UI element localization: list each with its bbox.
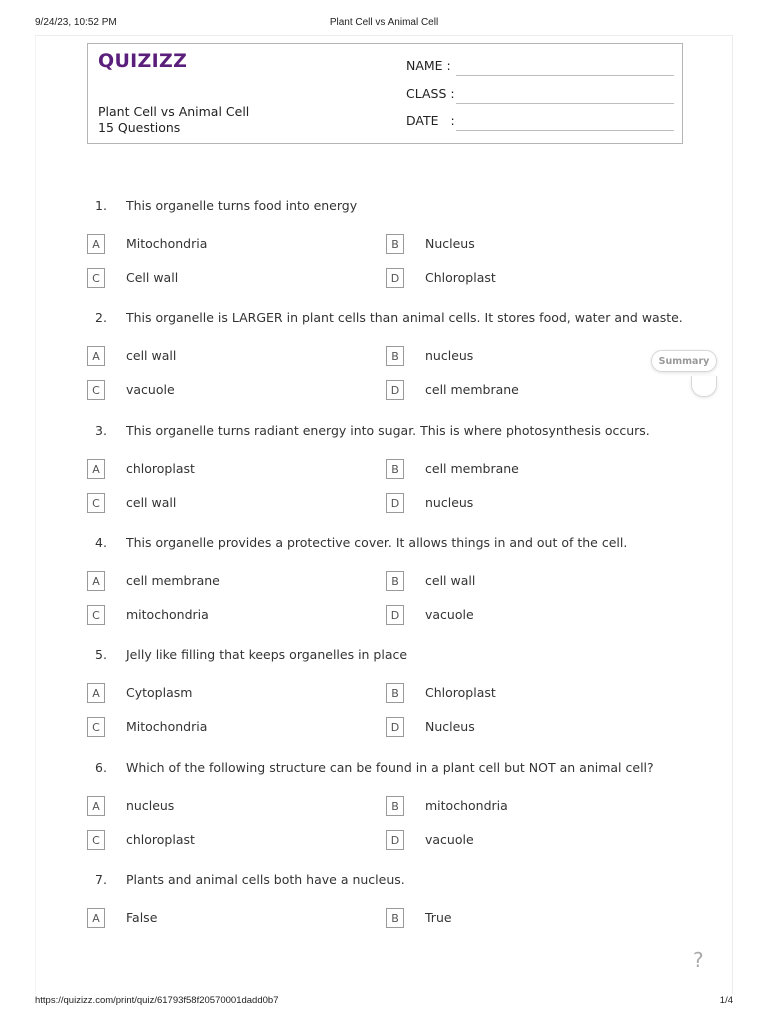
option-text: Cytoplasm	[126, 685, 193, 700]
option-letter-box: D	[386, 605, 404, 625]
question-number: 7.	[95, 872, 107, 887]
question-number: 3.	[95, 423, 107, 438]
option-text: cell membrane	[425, 461, 519, 476]
question-number: 6.	[95, 760, 107, 775]
date-label: DATE :	[406, 113, 455, 128]
class-line	[456, 103, 674, 104]
option-text: vacuole	[126, 382, 175, 397]
option-letter-box: B	[386, 683, 404, 703]
print-header	[0, 14, 768, 32]
option-letter-box: C	[87, 268, 105, 288]
print-doc-title: Plant Cell vs Animal Cell	[329, 17, 439, 28]
option-letter-box: D	[386, 268, 404, 288]
option-letter-box: A	[87, 908, 105, 928]
option-text: Chloroplast	[425, 685, 496, 700]
option-text: vacuole	[425, 607, 474, 622]
page-frame	[35, 35, 733, 994]
option-text: nucleus	[425, 348, 474, 363]
question-number: 2.	[95, 310, 107, 325]
option-text: mitochondria	[126, 607, 209, 622]
option-letter-box: C	[87, 830, 105, 850]
option-text: chloroplast	[126, 461, 195, 476]
option-letter-box: B	[386, 346, 404, 366]
quizizz-logo: QUIZIZZ	[98, 50, 188, 72]
question-text: Which of the following structure can be found in a plant cell but NOT an animal cell?	[126, 760, 654, 775]
option-letter-box: D	[386, 380, 404, 400]
option-letter-box: C	[87, 493, 105, 513]
option-text: Mitochondria	[126, 719, 208, 734]
option-text: False	[126, 910, 158, 925]
option-text: cell membrane	[425, 382, 519, 397]
summary-button[interactable]: Summary	[651, 350, 717, 372]
option-letter-box: A	[87, 796, 105, 816]
quiz-title: Plant Cell vs Animal Cell	[98, 104, 250, 119]
option-letter-box: D	[386, 717, 404, 737]
option-text: cell membrane	[126, 573, 220, 588]
option-text: Nucleus	[425, 719, 475, 734]
option-letter-box: D	[386, 830, 404, 850]
option-letter-box: B	[386, 571, 404, 591]
class-label: CLASS :	[406, 86, 455, 101]
option-letter-box: D	[386, 493, 404, 513]
option-text: Chloroplast	[425, 270, 496, 285]
name-line	[456, 75, 674, 76]
name-label: NAME :	[406, 58, 451, 73]
print-timestamp: 9/24/23, 10:52 PM	[35, 17, 117, 28]
question-text: This organelle turns radiant energy into sugar. This is where photosynthesis occurs.	[126, 423, 650, 438]
option-letter-box: B	[386, 234, 404, 254]
option-letter-box: B	[386, 796, 404, 816]
question-count: 15 Questions	[98, 120, 181, 135]
question-text: Plants and animal cells both have a nucleus.	[126, 872, 405, 887]
option-text: Nucleus	[425, 236, 475, 251]
question-text: This organelle is LARGER in plant cells than animal cells. It stores food, water and waste.	[126, 310, 683, 325]
option-letter-box: A	[87, 459, 105, 479]
option-text: mitochondria	[425, 798, 508, 813]
option-text: cell wall	[425, 573, 476, 588]
option-text: Cell wall	[126, 270, 179, 285]
question-number: 4.	[95, 535, 107, 550]
option-letter-box: A	[87, 346, 105, 366]
option-letter-box: A	[87, 683, 105, 703]
print-page-number: 1/4	[719, 995, 733, 1006]
option-letter-box: A	[87, 571, 105, 591]
question-number: 1.	[95, 198, 107, 213]
question-text: This organelle provides a protective cover. It allows things in and out of the cell.	[126, 535, 628, 550]
print-url: https://quizizz.com/print/quiz/61793f58f20570001dadd0b7	[35, 995, 279, 1006]
option-letter-box: B	[386, 459, 404, 479]
option-text: cell wall	[126, 348, 177, 363]
option-text: nucleus	[126, 798, 175, 813]
question-mark-icon[interactable]: ?	[693, 948, 704, 972]
option-text: nucleus	[425, 495, 474, 510]
question-text: Jelly like filling that keeps organelles in place	[126, 647, 408, 662]
option-text: True	[425, 910, 452, 925]
option-letter-box: A	[87, 234, 105, 254]
option-text: chloroplast	[126, 832, 195, 847]
floating-circle-button[interactable]	[691, 376, 717, 397]
option-text: Mitochondria	[126, 236, 208, 251]
option-letter-box: B	[386, 908, 404, 928]
option-text: cell wall	[126, 495, 177, 510]
option-letter-box: C	[87, 717, 105, 737]
worksheet-header	[87, 43, 683, 144]
question-text: This organelle turns food into energy	[126, 198, 358, 213]
print-footer	[0, 995, 768, 1009]
question-number: 5.	[95, 647, 107, 662]
option-text: vacuole	[425, 832, 474, 847]
date-line	[456, 130, 674, 131]
option-letter-box: C	[87, 380, 105, 400]
option-letter-box: C	[87, 605, 105, 625]
